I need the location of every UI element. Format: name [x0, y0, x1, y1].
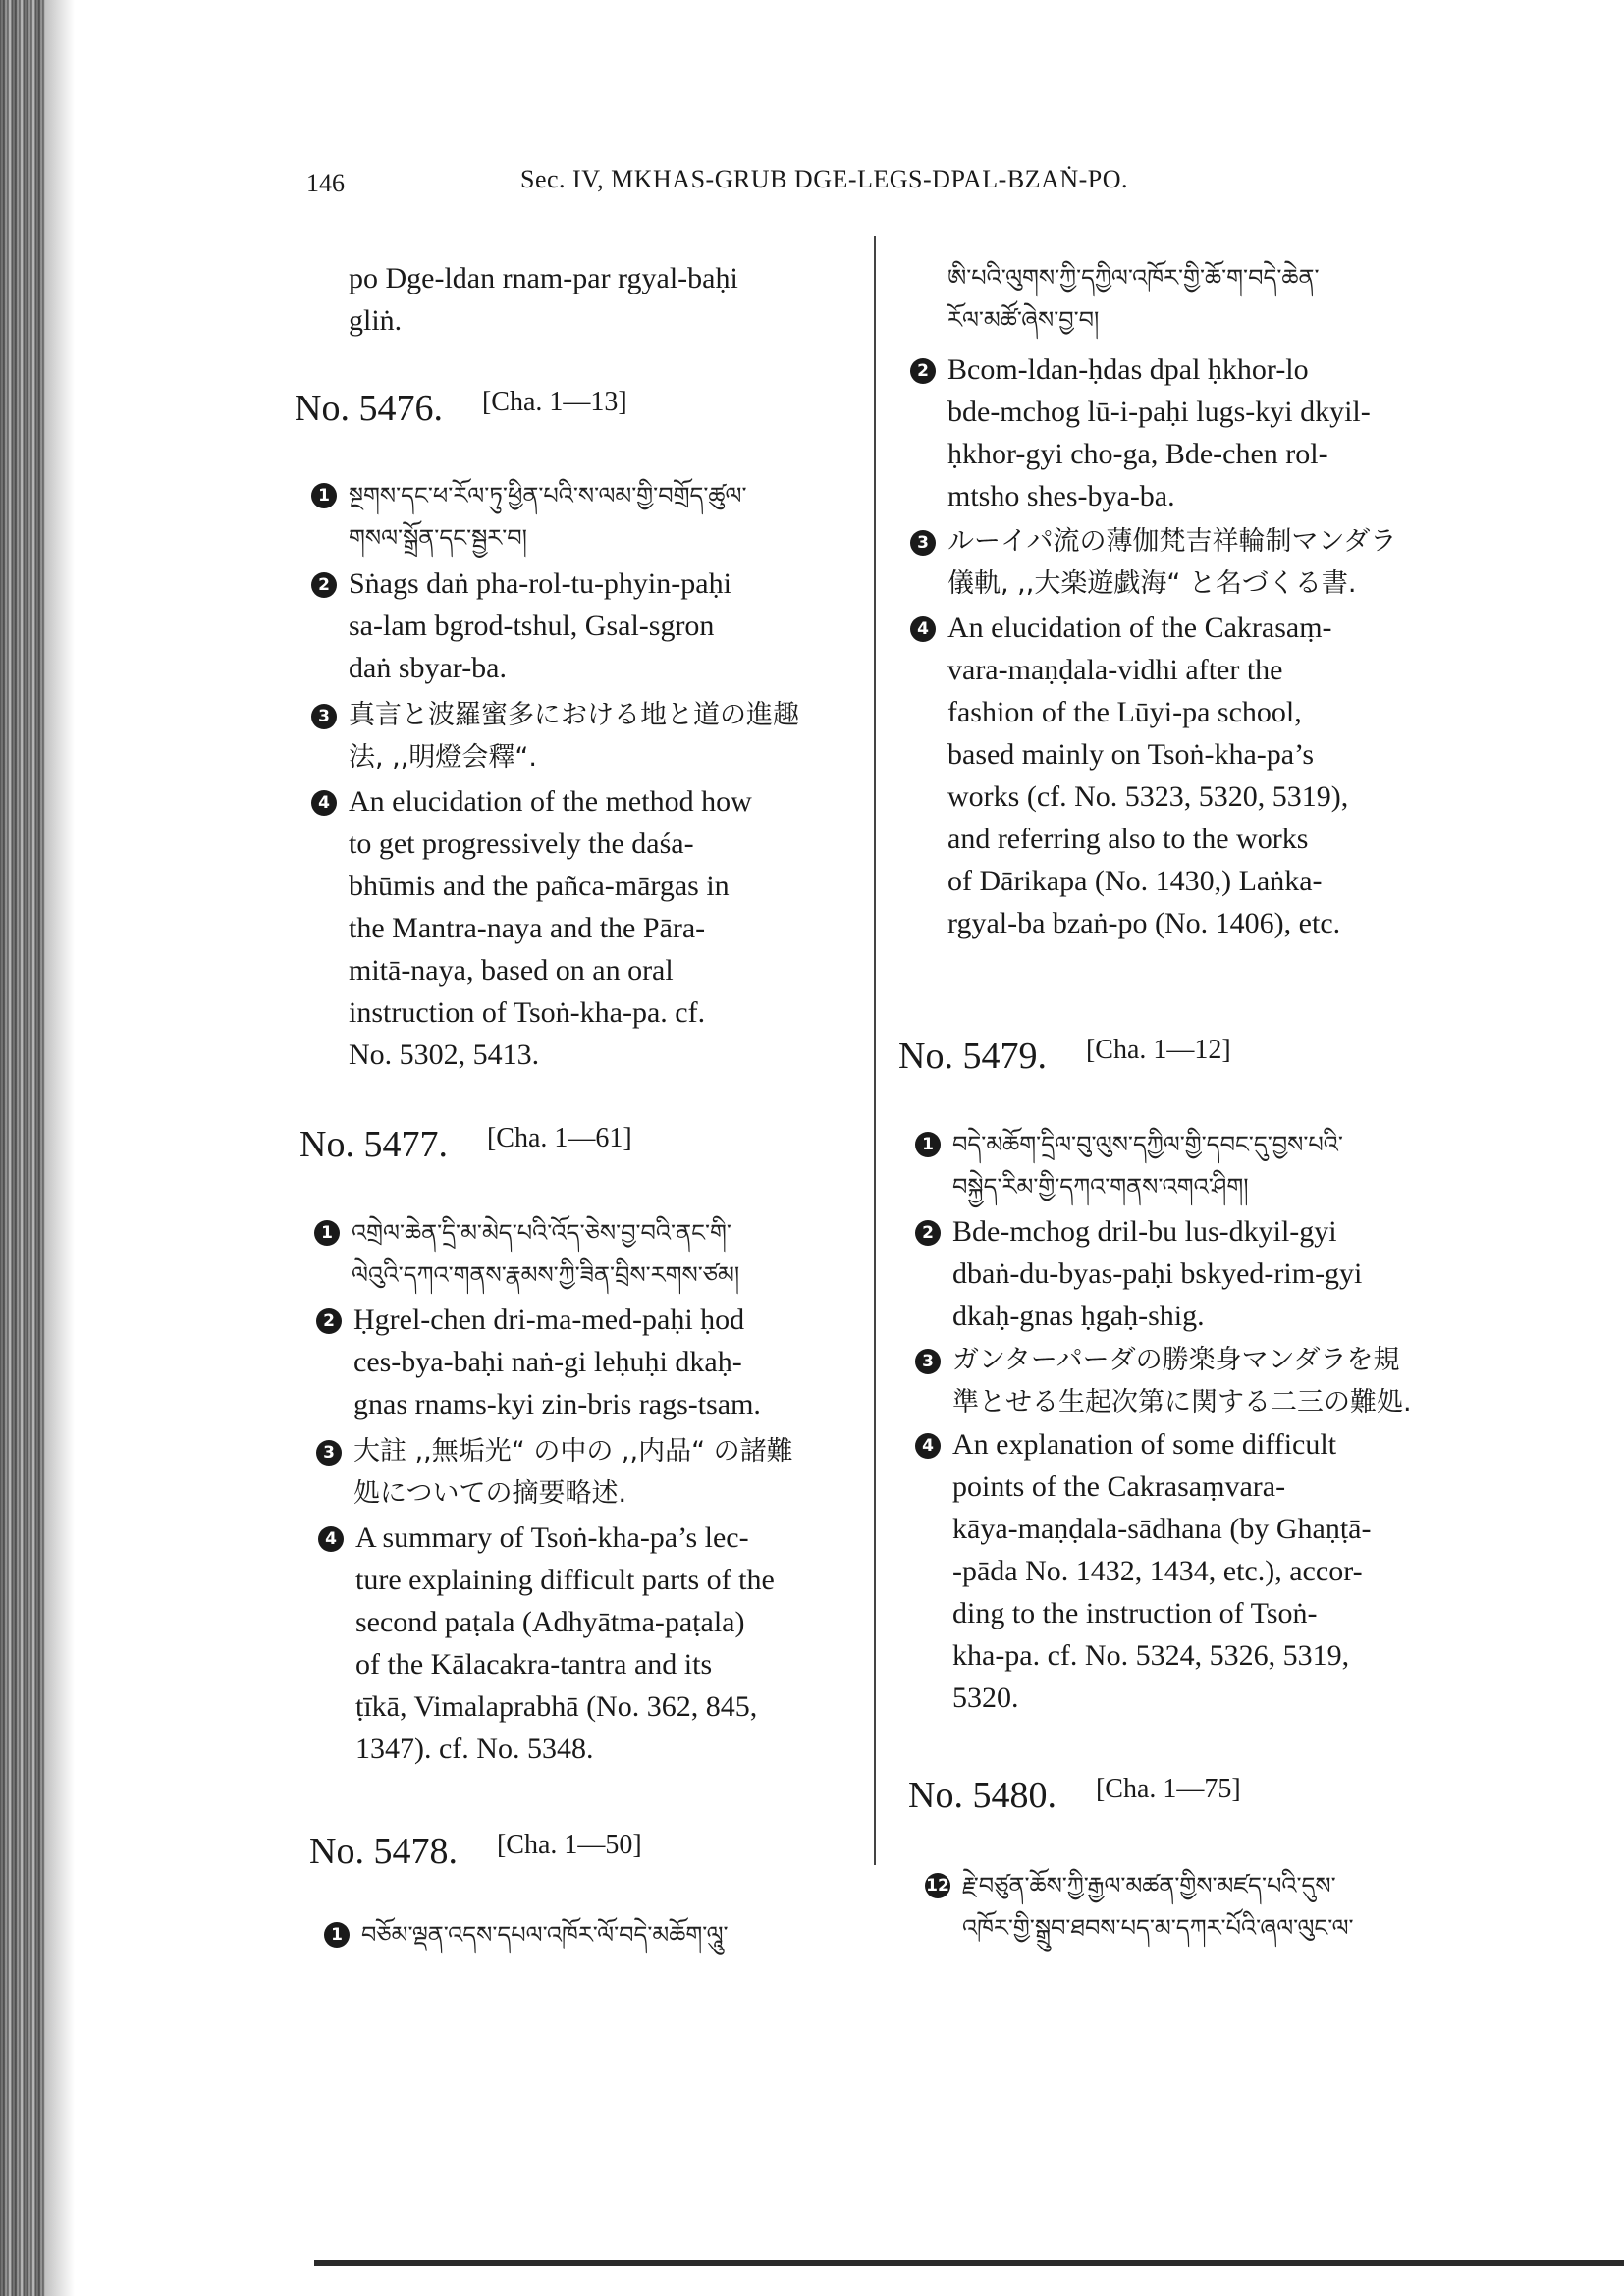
japanese-line: ガンターパーダの勝楽身マンダラを規 [952, 1345, 1400, 1375]
japanese-line: 大註 ,,無垢光“ の中の ,,内品“ の諸難 [353, 1436, 793, 1467]
text-line: ḥkhor-gyi cho-ga, Bde-chen rol- [947, 438, 1328, 470]
english-description [922, 1423, 1372, 1719]
entry-header-5478 [309, 1831, 642, 1876]
transliteration [318, 562, 731, 689]
tibetan-line: འགྲེལ་ཆེན་དྲི་མ་མེད་པའི་འོད་ཅེས་བྱ་བའི་ནང་གི་ [352, 1219, 731, 1247]
text-line: dkaḥ-gnas ḥgaḥ-shig. [952, 1300, 1205, 1332]
entry-number: No. 5480. [908, 1775, 1056, 1816]
circled-2-marker: 2 [311, 572, 337, 598]
spine-gradient [45, 0, 75, 2296]
circled-1-marker: 1 [324, 1922, 350, 1948]
text-line: to get progressively the daśa- [349, 828, 694, 860]
text-line: ṭīkā, Vimalaprabhā (No. 362, 845, [355, 1690, 758, 1723]
entry-ref: [Cha. 1—75] [1095, 1774, 1241, 1804]
entry-header-5479 [898, 1036, 1231, 1081]
tibetan-title [331, 1914, 729, 1956]
japanese-title [318, 694, 799, 778]
text-line: An elucidation of the method how [349, 785, 752, 818]
text-line: dbaṅ-du-byas-paḥi bskyed-rim-gyi [952, 1257, 1363, 1290]
tibetan-line: ལེའུའི་དཀའ་གནས་རྣམས་ཀྱི་ཟིན་བྲིས་རགས་ཙམ། [352, 1261, 740, 1289]
text-line: Ḥgrel-chen dri-ma-med-paḥi ḥod [353, 1304, 745, 1336]
circled-12-marker: 12 [925, 1873, 950, 1898]
text-line: An explanation of some difficult [952, 1428, 1337, 1461]
text-line: daṅ sbyar-ba. [349, 652, 508, 684]
entry-ref: [Cha. 1—61] [486, 1123, 632, 1153]
text-line: Sṅags daṅ pha-rol-tu-phyin-paḥi [349, 567, 731, 600]
text-line: kāya-maṇḍala-sādhana (by Ghaṇṭā- [952, 1513, 1372, 1545]
japanese-line: 儀軌, ,,大楽遊戯海“ と名づくる書. [947, 568, 1357, 599]
text-line: vara-maṇḍala-vidhi after the [947, 654, 1283, 686]
japanese-line: ルーイパ流の薄伽梵吉祥輪制マンダラ [947, 526, 1397, 557]
circled-1-marker: 1 [314, 1220, 340, 1246]
english-description [325, 1517, 775, 1770]
bottom-scan-edge [314, 2260, 1624, 2266]
japanese-line: 準とせる生起次第に関する二三の難処. [952, 1387, 1412, 1417]
japanese-line: 真言と波羅蜜多における地と道の進趣 [349, 700, 799, 730]
running-head: Sec. IV, MKHAS-GRUB DGE-LEGS-DPAL-BZAṄ-PO. [520, 165, 1129, 193]
continuation-text [349, 257, 738, 342]
circled-2-marker: 2 [915, 1220, 941, 1246]
circled-4-marker: 4 [915, 1433, 941, 1459]
tibetan-line: བདེ་མཆོག་དྲིལ་བུ་ལུས་དཀྱིལ་གྱི་དབང་དུ་བྱས་པའི་ [952, 1131, 1343, 1158]
text-line: and referring also to the works [947, 823, 1309, 855]
circled-1-marker: 1 [311, 483, 337, 508]
text-line: bde-mchog lū-i-paḥi lugs-kyi dkyil- [947, 396, 1371, 428]
tibetan-line: རོལ་མཚོ་ཞེས་བྱ་བ། [947, 306, 1100, 334]
text-line: of the Kālacakra-tantra and its [355, 1648, 713, 1681]
text-line: po Dge-ldan rnam-par rgyal-baḥi [349, 262, 738, 294]
entry-header-5477 [299, 1124, 632, 1169]
circled-3-marker: 3 [316, 1440, 342, 1466]
text-line: gliṅ. [349, 304, 403, 337]
circled-1-marker: 1 [915, 1132, 941, 1157]
tibetan-line: སྔགས་དང་ཕ་རོལ་ཏུ་ཕྱིན་པའི་ས་ལམ་གྱི་བགྲོད་ཚུལ་ [349, 482, 747, 509]
tibetan-title [926, 1865, 1354, 1949]
text-line: No. 5302, 5413. [349, 1039, 540, 1071]
text-line: kha-pa. cf. No. 5324, 5326, 5319, [952, 1639, 1350, 1672]
text-line: A summary of Tsoṅ-kha-pa’s lec- [355, 1522, 749, 1554]
japanese-line: 法, ,,明燈会釋“. [349, 742, 537, 773]
tibetan-line: ཨི་པའི་ལུགས་ཀྱི་དཀྱིལ་འཁོར་གྱི་ཆོ་ག་བདེ་ཆེན་ [947, 264, 1320, 292]
transliteration [323, 1299, 761, 1425]
entry-header-5480 [908, 1775, 1241, 1820]
text-line: bhūmis and the pañca-mārgas in [349, 870, 730, 902]
english-description [917, 607, 1349, 944]
japanese-title [922, 1339, 1412, 1423]
column-divider [874, 236, 876, 1865]
tibetan-line: གསལ་སྒྲོན་དང་སྦྱར་བ། [349, 524, 528, 552]
circled-3-marker: 3 [910, 530, 936, 556]
text-line: -pāda No. 1432, 1434, etc.), accor- [952, 1555, 1363, 1587]
transliteration [922, 1210, 1363, 1337]
text-line: mitā-naya, based on an oral [349, 954, 674, 987]
text-line: instruction of Tsoṅ-kha-pa. cf. [349, 996, 706, 1029]
entry-number: No. 5479. [898, 1036, 1047, 1077]
tibetan-title [922, 1124, 1343, 1208]
tibetan-title [321, 1212, 740, 1297]
circled-2-marker: 2 [910, 358, 936, 384]
text-line: 5320. [952, 1682, 1019, 1714]
text-line: rgyal-ba bzaṅ-po (No. 1406), etc. [947, 907, 1341, 939]
circled-2-marker: 2 [316, 1308, 342, 1334]
entry-number: No. 5476. [295, 388, 443, 429]
japanese-title [917, 520, 1397, 605]
text-line: ture explaining difficult parts of the [355, 1564, 775, 1596]
circled-3-marker: 3 [915, 1349, 941, 1374]
tibetan-title [318, 475, 747, 560]
text-line: gnas rnams-kyi zin-bris rags-tsam. [353, 1388, 761, 1420]
text-line: An elucidation of the Cakrasaṃ- [947, 612, 1332, 644]
text-line: Bcom-ldan-ḥdas dpal ḥkhor-lo [947, 353, 1309, 386]
tibetan-title-continued [947, 257, 1320, 342]
text-line: Bde-mchog dril-bu lus-dkyil-gyi [952, 1215, 1337, 1248]
japanese-line: 処についての摘要略述. [353, 1478, 627, 1509]
tibetan-line: འཁོར་གྱི་སྒྲུབ་ཐབས་པད་མ་དཀར་པོའི་ཞལ་ལུང་ལ་ [962, 1914, 1354, 1942]
tibetan-line: རྗེ་བཙུན་ཆོས་ཀྱི་རྒྱལ་མཚན་གྱིས་མཛད་པའི་དུས་ [962, 1872, 1336, 1899]
tibetan-line: བཅོམ་ལྡན་འདས་དཔལ་འཁོར་ལོ་བདེ་མཆོག་ལཱུ་ [361, 1921, 729, 1949]
text-line: of Dārikapa (No. 1430,) Laṅka- [947, 865, 1323, 897]
entry-ref: [Cha. 1—12] [1085, 1035, 1231, 1065]
entry-number: No. 5477. [299, 1124, 448, 1165]
text-line: points of the Cakrasaṃvara- [952, 1470, 1286, 1503]
page-number: 146 [306, 169, 345, 197]
text-line: based mainly on Tsoṅ-kha-pa’s [947, 738, 1315, 771]
entry-number: No. 5478. [309, 1831, 458, 1872]
text-line: works (cf. No. 5323, 5320, 5319), [947, 780, 1349, 813]
circled-4-marker: 4 [910, 616, 936, 642]
text-line: sa-lam bgrod-tshul, Gsal-sgron [349, 610, 715, 642]
english-description [318, 780, 752, 1076]
circled-4-marker: 4 [318, 1526, 344, 1552]
text-line: ces-bya-baḥi naṅ-gi leḥuḥi dkaḥ- [353, 1346, 742, 1378]
text-line: ding to the instruction of Tsoṅ- [952, 1597, 1318, 1629]
text-line: mtsho shes-bya-ba. [947, 480, 1175, 512]
circled-4-marker: 4 [311, 790, 337, 816]
entry-ref: [Cha. 1—50] [496, 1830, 642, 1860]
japanese-title [323, 1430, 793, 1515]
book-spine-shadow [0, 0, 45, 2296]
text-line: fashion of the Lūyi-pa school, [947, 696, 1302, 728]
transliteration [917, 348, 1371, 517]
text-line: second paṭala (Adhyātma-paṭala) [355, 1606, 745, 1638]
entry-header-5476 [295, 388, 627, 433]
entry-ref: [Cha. 1—13] [481, 387, 627, 417]
text-line: the Mantra-naya and the Pāra- [349, 912, 706, 944]
tibetan-line: བསྐྱེད་རིམ་གྱི་དཀའ་གནས་འགའ་ཤིག། [952, 1173, 1249, 1201]
text-line: 1347). cf. No. 5348. [355, 1733, 594, 1765]
circled-3-marker: 3 [311, 704, 337, 729]
